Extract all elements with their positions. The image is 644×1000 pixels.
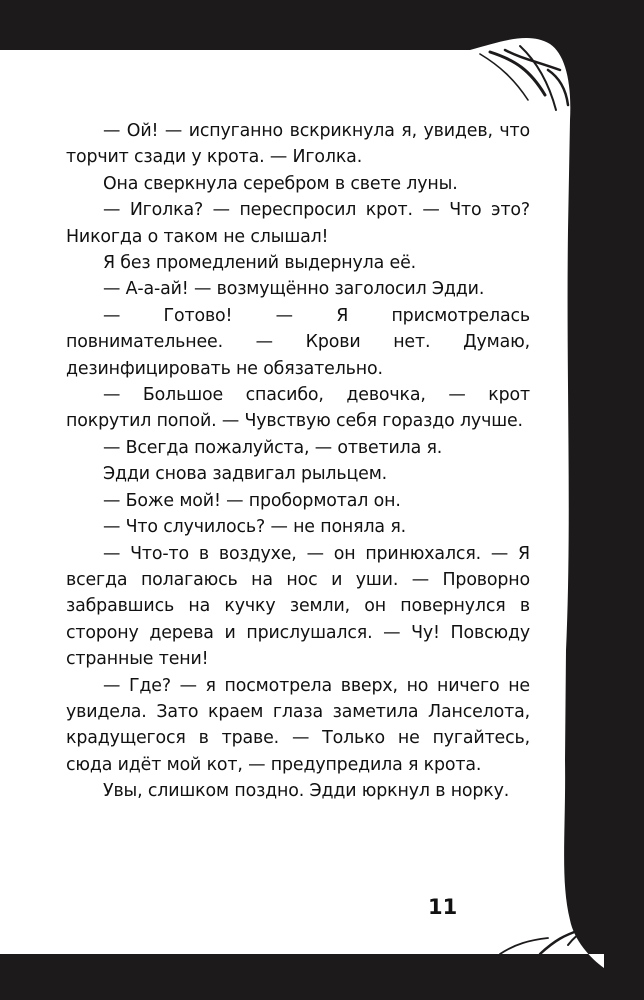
paragraph: — Всегда пожалуйста, — ответила я. [103, 437, 443, 458]
paragraph: — Иголка? — переспросил крот. — Что это? Никогда о таком не слышал! [66, 200, 530, 247]
paragraph: — Что-то в воздухе, — он принюхался. — Я всегда полагаюсь на нос и уши. — Проворно забравшись на кучку земли, он повернулся в сторону дерева и прислушался. — Чу! Повсюду странные тени! [66, 543, 530, 670]
paragraph: — Где? — я посмотрела вверх, но ничего не увидела. Зато краем глаза заметила Ланселота, крадущегося в траве. — Только не пугайтесь, сюда идёт мой кот, — предупредила я крота. [66, 675, 530, 775]
paragraph: Я без промедлений выдернула её. [103, 253, 417, 274]
paragraph: — А-а-ай! — возмущённо заголосил Эдди. [103, 279, 485, 300]
paragraph: Увы, слишком поздно. Эдди юркнул в норку. [103, 781, 510, 802]
paragraph: — Ой! — испуганно вскрикнула я, увидев, что торчит сзади у крота. — Иголка. [66, 121, 530, 168]
paragraph: — Готово! — Я присмотрелась повнимательнее. — Крови нет. Думаю, дезинфицировать не обязательно. [66, 305, 530, 379]
paragraph: — Что случилось? — не поняла я. [103, 517, 407, 538]
page-number: 11 [428, 895, 458, 919]
paragraph: — Большое спасибо, девочка, — крот покрутил попой. — Чувствую себя гораздо лучше. [66, 385, 530, 432]
paragraph: Она сверкнула серебром в свете луны. [103, 173, 458, 194]
paragraph: Эдди снова задвигал рыльцем. [103, 464, 388, 485]
body-text [66, 118, 530, 805]
paragraph: — Боже мой! — пробормотал он. [103, 490, 401, 511]
